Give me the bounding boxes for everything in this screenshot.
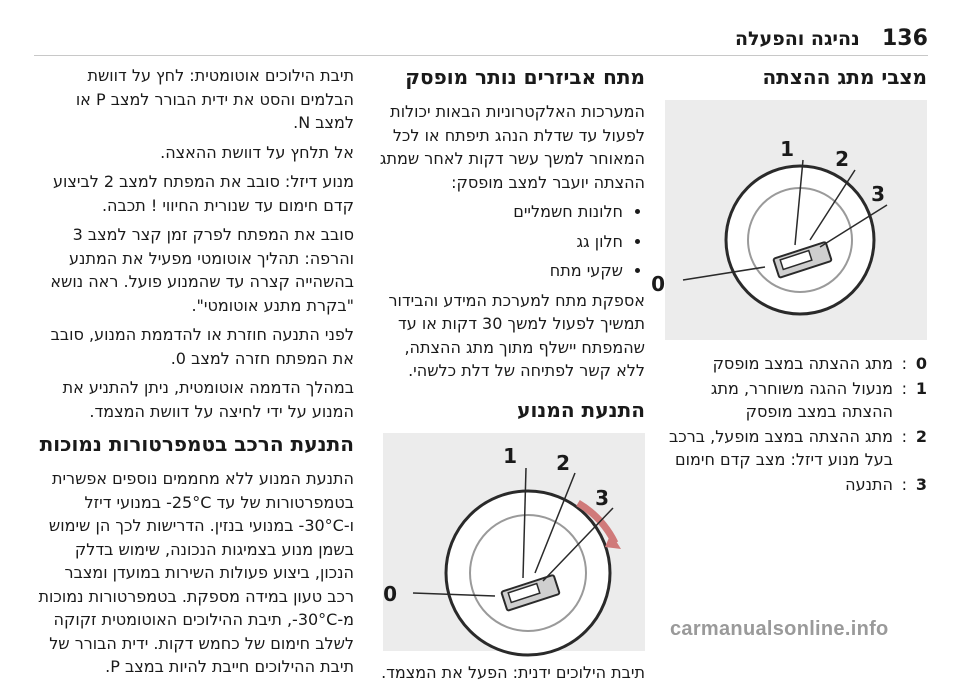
header-rule	[34, 55, 928, 56]
figure-label-0: 0	[383, 581, 397, 606]
legend-number: 3	[915, 474, 927, 494]
ignition-positions-heading: מצבי מתג ההצתה	[762, 65, 927, 89]
watermark: carmanualsonline.info	[670, 618, 889, 640]
turn-key-paragraph: סובב את המפתח לפרק זמן קצר למצב 3 והרפה: תהליך אוטומטי מפעיל את המתנע בהשהייה קצרה עד שהמנוע פועל. ראה נושא "בקרת מתנע אוטומטי".	[50, 225, 354, 315]
legend-row	[665, 377, 927, 424]
legend-colon: :	[901, 426, 907, 446]
legend-number: 0	[915, 354, 927, 373]
list-item: • חלונות חשמליים	[375, 200, 623, 224]
legend-text: מנעול ההגה משוחרר, מתג ההצתה במצב מופסק	[710, 378, 893, 421]
legend-text: מתג ההצתה במצב מופעל, ברכב בעל מנוע דיזל: מצב קדם חימום	[669, 426, 893, 469]
left-column	[34, 64, 354, 685]
legend-number: 1	[915, 378, 927, 398]
figure-label-1: 1	[503, 443, 517, 468]
legend-text: התנעה	[845, 474, 893, 494]
ignition-legend	[665, 352, 927, 497]
legend-colon: :	[901, 354, 907, 373]
accelerator-warning: אל תלחץ על דוושת ההאצה.	[160, 142, 354, 162]
engine-start-illustration	[383, 433, 645, 651]
diesel-preheat-paragraph: מנוע דיזל: סובב את המפתח למצב 2 לביצוע קדם חימום עד שנורית החיווי ! תכבה.	[53, 172, 354, 215]
manual-transmission-caption: תיבת הילוכים ידנית: הפעל את המצמד.	[381, 662, 645, 682]
section-title: נהיגה והפעלה	[735, 28, 860, 50]
cold-start-paragraph: התנעת המנוע ללא מחממים נוספים אפשרית בטמפרטורות של עד ‎-25°C במנועי דיזל ו-‎-30°C במנועי בנזין. הדרישות לכך הן שימוש בשמן מנוע בצמיגות הנכונה, שימוש בדלק הנכון, ביצוע פעולות השירות במועדן ומצבר רכב טעון במידה מספקת. בטמפרטורות נמוכות מ-‎-30°C, תיבת ההילוכים האוטומטית זקוקה לשלב חימום של כחמש דקות. ידית הבורר של תיבת ההילוכים חייבת להיות במצב P.	[38, 469, 354, 676]
legend-row	[665, 473, 927, 497]
ignition-switch-figure	[651, 100, 927, 340]
legend-row	[665, 425, 927, 472]
figure-label-2: 2	[835, 147, 849, 171]
legend-text: מתג ההצתה במצב מופסק	[712, 354, 893, 373]
automatic-transmission-paragraph: תיבת הילוכים אוטומטית: לחץ על דוושת הבלמים והסט את ידית הבורר למצב P או למצב N.	[75, 66, 354, 132]
page-number: 136	[882, 26, 928, 51]
engine-start-heading: התנעת המנוע	[517, 397, 645, 422]
cold-start-heading: התנעת הרכב בטמפרטורות נמוכות	[39, 432, 354, 456]
autostop-paragraph: במהלך הדממה אוטומטית, ניתן להתניע את המנוע על ידי לחיצה על דוושת המצמד.	[62, 378, 354, 421]
figure-label-3: 3	[595, 485, 609, 510]
retained-power-intro: המערכות האלקטרוניות הבאות יכולות לפעול עד שדלת הנהג תיפתח או לכל המאוחר למשך עשר דקות לאחר שמתג ההצתה יועבר למצב מופסק:	[379, 102, 645, 192]
page-header	[0, 0, 960, 52]
figure-label-2: 2	[556, 450, 570, 475]
legend-colon: :	[901, 474, 907, 494]
figure-label-0: 0	[651, 272, 665, 296]
list-item: • שקעי מתח	[375, 259, 623, 283]
figure-label-3: 3	[871, 182, 885, 206]
infotainment-paragraph: אספקת מתח למערכת המידע והבידור תמשיך לפעול למשך 30 דקות או עד שהמפתח יישלף מתוך מתג ההצתה, ללא קשר לפתיחה של דלת כלשהי.	[388, 290, 645, 380]
list-item: • חלון גג	[375, 230, 623, 254]
retained-power-heading: מתח אביזרים נותר מופסק	[405, 65, 645, 89]
legend-colon: :	[901, 378, 907, 398]
engine-start-figure	[383, 433, 645, 651]
middle-column	[375, 64, 645, 690]
ignition-switch-illustration	[651, 100, 927, 340]
right-column	[651, 64, 927, 497]
retained-power-list	[375, 200, 645, 283]
restart-paragraph: לפני התנעה חוזרת או להדממת המנוע, סובב את המפתח חזרה למצב 0.	[50, 325, 354, 368]
figure-label-1: 1	[780, 137, 794, 161]
legend-row	[665, 352, 927, 376]
legend-number: 2	[915, 426, 927, 446]
